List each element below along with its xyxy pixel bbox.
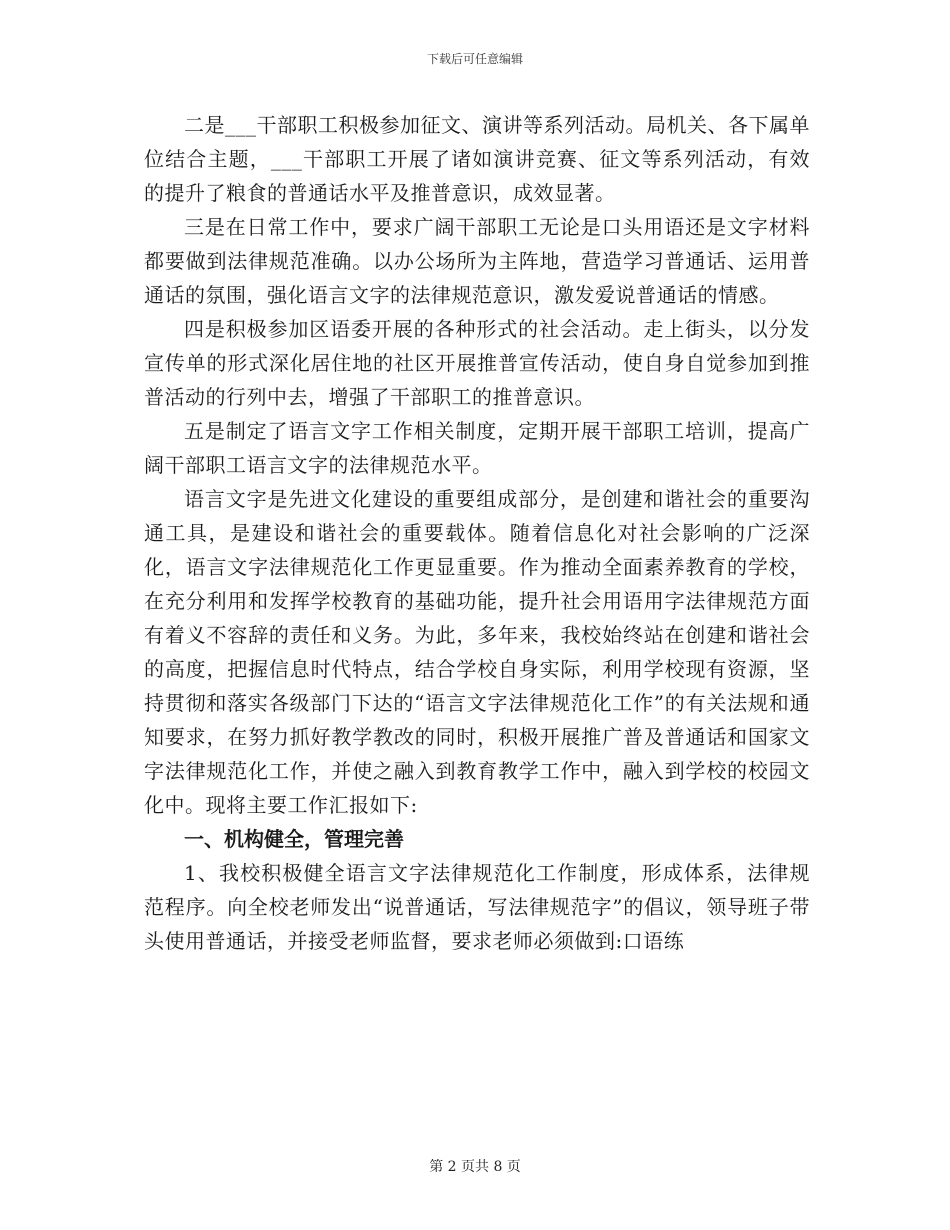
document-body [144, 108, 810, 958]
page-header: 下载后可任意编辑 [426, 52, 523, 66]
section-heading: 一、机构健全，管理完善 [184, 827, 404, 851]
page-footer: 第 2 页共 8 页 [429, 1159, 521, 1175]
paragraph-item-1: 1、我校积极健全语言文字法律规范化工作制度，形成体系，法律规范程序。向全校老师发出“说普通话，写法律规范字”的倡议，领导班子带头使用普通话，并接受老师监督，要求老师必须做到:口语练 [144, 861, 810, 953]
paragraph-intro: 语言文字是先进文化建设的重要组成部分，是创建和谐社会的重要沟通工具，是建设和谐社会的重要载体。随着信息化对社会影响的广泛深化，语言文字法律规范化工作更显重要。作为推动全面素养教育的学校，在充分利用和发挥学校教育的基础功能，提升社会用语用字法律规范方面有着义不容辞的责任和义务。为此，多年来，我校始终站在创建和谐社会的高度，把握信息时代特点，结合学校自身实际，利用学校现有资源，坚持贯彻和落实各级部门下达的“语言文字法律规范化工作”的有关法规和通知要求，在努力抓好教学教改的同时，积极开展推广普及普通话和国家文字法律规范化工作，并使之融入到教育教学工作中，融入到学校的校园文化中。现将主要工作汇报如下: [144, 487, 810, 817]
paragraph-3-shi: 三是在日常工作中，要求广阔干部职工无论是口头用语还是文字材料都要做到法律规范准确。以办公场所为主阵地，营造学习普通话、运用普通话的氛围，强化语言文字的法律规范意识，激发爱说普通话的情感。 [144, 215, 810, 307]
paragraph-4-shi: 四是积极参加区语委开展的各种形式的社会活动。走上街头，以分发宣传单的形式深化居住地的社区开展推普宣传活动，使自身自觉参加到推普活动的行列中去，增强了干部职工的推普意识。 [144, 317, 810, 409]
paragraph-2-shi: 二是___干部职工积极参加征文、演讲等系列活动。局机关、各下属单位结合主题，___干部职工开展了诸如演讲竞赛、征文等系列活动，有效的提升了粮食的普通话水平及推普意识，成效显著。 [144, 113, 810, 205]
paragraph-5-shi: 五是制定了语言文字工作相关制度，定期开展干部职工培训，提高广阔干部职工语言文字的法律规范水平。 [144, 419, 810, 477]
